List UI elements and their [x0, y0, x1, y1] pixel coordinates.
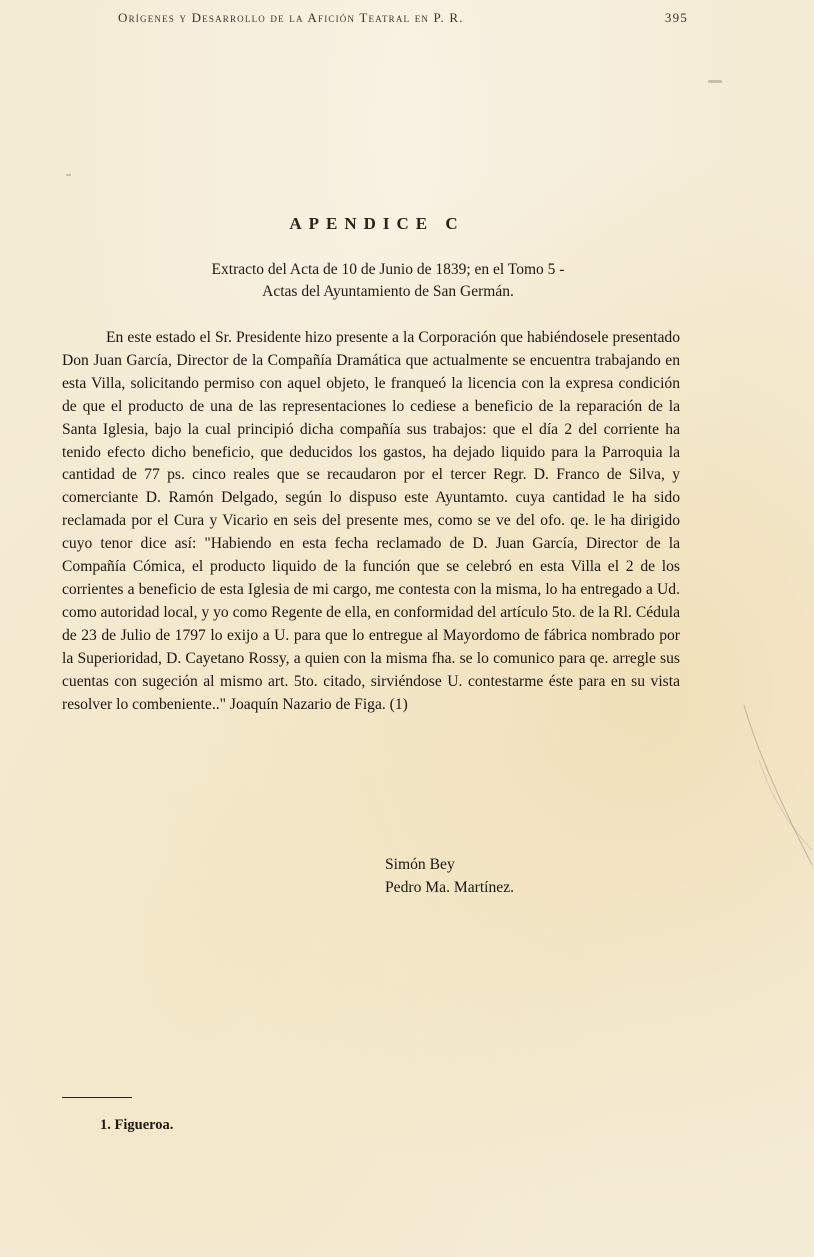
running-title: Orígenes y Desarrollo de la Afición Teatral en P. R.: [118, 10, 464, 25]
running-header: [118, 10, 688, 26]
footnote-divider: [62, 1097, 132, 1098]
scan-mark: [66, 174, 71, 176]
page-number: 395: [664, 10, 688, 25]
scan-mark: [708, 80, 722, 83]
appendix-title: APENDICE C: [289, 214, 465, 233]
appendix-subtitle: [100, 259, 676, 303]
page-edge-crease: [734, 700, 814, 870]
footnote: 1. Figueroa.: [100, 1117, 174, 1133]
signer-2: Pedro Ma. Martínez.: [385, 879, 515, 896]
subtitle-line-2: Actas del Ayuntamiento de San Germán.: [262, 283, 514, 300]
signer-1: Simón Bey: [385, 856, 455, 873]
signature-block: [385, 853, 514, 899]
subtitle-line-1: Extracto del Acta de 10 de Junio de 1839; en el Tomo 5 -: [211, 261, 565, 278]
body-paragraph: En este estado el Sr. Presidente hizo presente a la Corporación que habiéndosele presentado Don Juan García, Director de la Compañía Dramática que actualmente se encuentra trabajando en esta Villa, solicitando permiso con aquel objeto, le franqueó la licencia con la expresa condición de que el producto de una de las representaciones lo cediese a beneficio de la reparación de la Santa Iglesia, bajo la cual principió dicha compañía sus trabajos: que el día 2 del corriente ha tenido efecto dicho beneficio, que deducidos los gastos, ha dejado liquido para la Parroquia la cantidad de 77 ps. cinco reales que se recaudaron por el tercer Regr. D. Franco de Silva, y comerciante D. Ramón Delgado, según lo dispuso este Ayuntamto. cuya cantidad le ha sido reclamada por el Cura y Vicario en seis del presente mes, como se ve del ofo. qe. le ha dirigido cuyo tenor dice así: "Habiendo en esta fecha reclamado de D. Juan García, Director de la Compañía Cómica, el producto liquido de la función que se celebró en esta Villa el 2 de los corrientes a beneficio de esta Iglesia de mi cargo, me contesta con la misma, lo ha entregado a Ud. como autoridad local, y yo como Regente de ella, en conformidad del artículo 5to. de la Rl. Cédula de 23 de Julio de 1797 lo exijo a U. para que lo entregue al Mayordomo de fábrica nombrado por la Superioridad, D. Cayetano Rossy, a quien con la misma fha. se lo comunico para qe. arregle sus cuentas con sugeción al mismo art. 5to. citado, sirviéndose U. contestarme éste para en su vista resolver lo combeniente.." Joaquín Nazario de Figa. (1): [62, 329, 680, 713]
